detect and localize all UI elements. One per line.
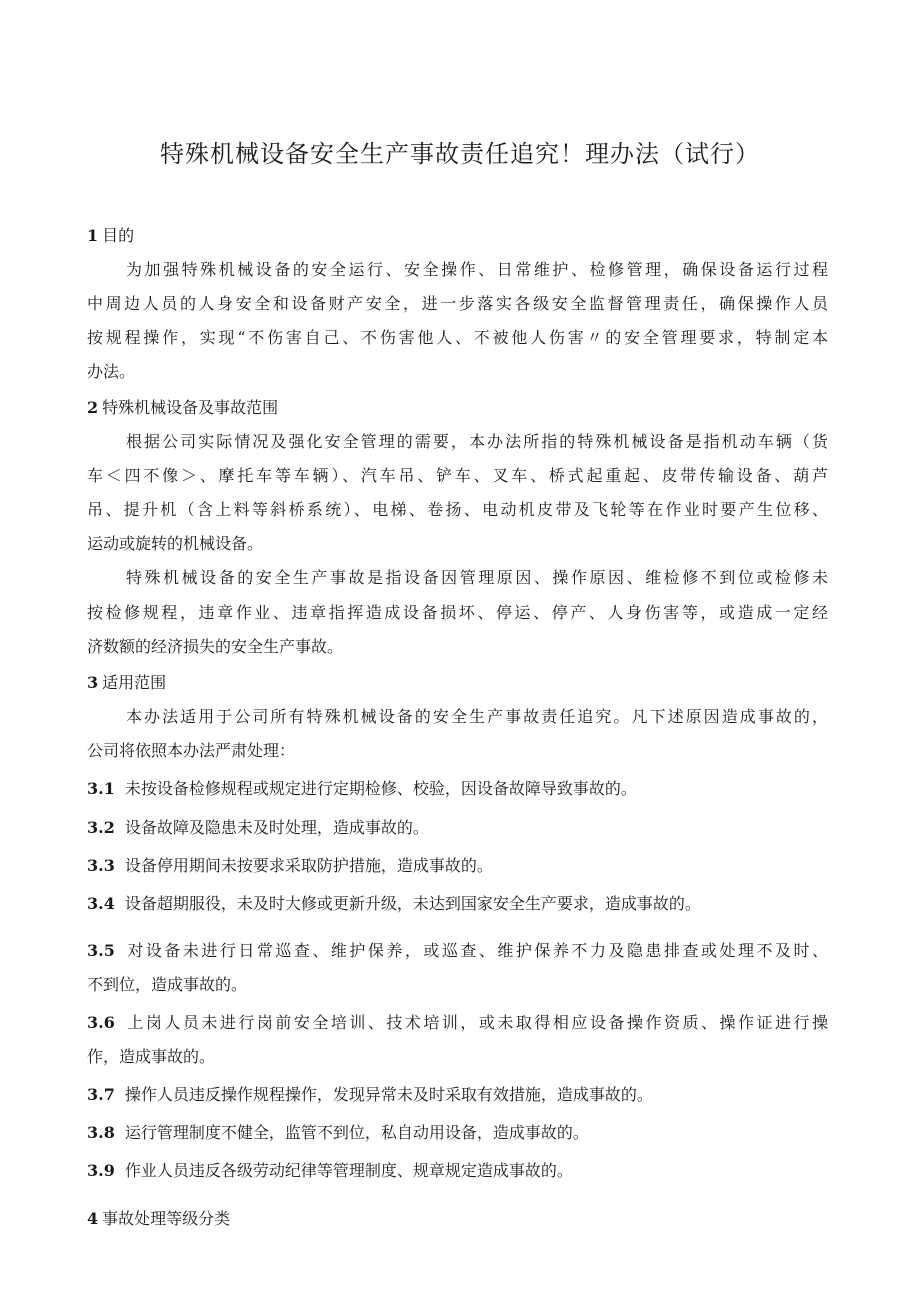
list-item-3-6 bbox=[87, 1012, 828, 1034]
item-number: 3.1 bbox=[87, 779, 115, 798]
list-item-3-1 bbox=[87, 778, 637, 800]
section-heading-4 bbox=[87, 1208, 230, 1230]
section-number: 3 bbox=[87, 673, 99, 692]
item-number: 3.6 bbox=[87, 1013, 115, 1032]
document-title: 特殊机械设备安全生产事故责任追究！理办法（试行） bbox=[160, 140, 760, 168]
paragraph-line: 特殊机械设备的安全生产事故是指设备因管理原因、操作原因、维检修不到位或检修未 bbox=[126, 568, 828, 587]
item-number: 3.3 bbox=[87, 856, 115, 875]
item-number: 3.5 bbox=[87, 941, 115, 960]
section-number: 1 bbox=[87, 226, 99, 245]
section-heading-3 bbox=[87, 672, 166, 694]
item-text: 操作人员违反操作规程操作，发现异常未及时采取有效措施，造成事故的。 bbox=[124, 1085, 653, 1104]
section-title: 适用范围 bbox=[102, 673, 167, 692]
item-number: 3.9 bbox=[87, 1161, 115, 1180]
list-item-3-3 bbox=[87, 855, 493, 877]
paragraph-line: 办法。 bbox=[87, 362, 136, 381]
list-item-3-9 bbox=[87, 1160, 573, 1182]
paragraph-line: 济数额的经济损失的安全生产事故。 bbox=[87, 637, 344, 656]
list-item-continuation: 作，造成事故的。 bbox=[87, 1047, 216, 1066]
paragraph-line: 按规程操作，实现“不伤害自己、不伤害他人、不被他人伤害〃的安全管理要求，特制定本 bbox=[87, 328, 828, 347]
item-number: 3.4 bbox=[87, 894, 115, 913]
paragraph-line: 中周边人员的人身安全和设备财产安全，进一步落实各级安全监督管理责任，确保操作人员 bbox=[87, 294, 828, 313]
item-text: 上岗人员未进行岗前安全培训、技术培训，或未取得相应设备操作资质、操作证进行操 bbox=[124, 1013, 828, 1032]
paragraph-line: 运动或旋转的机械设备。 bbox=[87, 534, 264, 553]
section-heading-1 bbox=[87, 225, 134, 247]
item-text: 设备超期服役，未及时大修或更新升级，未达到国家安全生产要求，造成事故的。 bbox=[124, 894, 701, 913]
item-text: 设备停用期间未按要求采取防护措施，造成事故的。 bbox=[124, 856, 493, 875]
item-text: 作业人员违反各级劳动纪律等管理制度、规章规定造成事故的。 bbox=[124, 1161, 573, 1180]
list-item-3-7 bbox=[87, 1084, 653, 1106]
paragraph-line: 公司将依照本办法严肃处理： bbox=[87, 741, 296, 760]
list-item-3-8 bbox=[87, 1122, 589, 1144]
section-title: 特殊机械设备及事故范围 bbox=[102, 398, 279, 417]
item-number: 3.7 bbox=[87, 1085, 115, 1104]
section-heading-2 bbox=[87, 397, 278, 419]
section-number: 4 bbox=[87, 1209, 99, 1228]
item-text: 对设备未进行日常巡查、维护保养，或巡查、维护保养不力及隐患排查或处理不及时、 bbox=[124, 941, 828, 960]
section-title: 目的 bbox=[102, 226, 135, 245]
item-number: 3.2 bbox=[87, 818, 115, 837]
list-item-3-4 bbox=[87, 893, 701, 915]
paragraph-line: 按检修规程，违章作业、违章指挥造成设备损坏、停运、停产、人身伤害等，或造成一定经 bbox=[87, 603, 828, 622]
item-text: 设备故障及隐患未及时处理，造成事故的。 bbox=[124, 818, 429, 837]
paragraph-line: 本办法适用于公司所有特殊机械设备的安全生产事故责任追究。凡下述原因造成事故的， bbox=[126, 707, 828, 726]
item-text: 未按设备检修规程或规定进行定期检修、校验，因设备故障导致事故的。 bbox=[124, 779, 637, 798]
item-text: 运行管理制度不健全，监管不到位，私自动用设备，造成事故的。 bbox=[124, 1123, 589, 1142]
list-item-3-2 bbox=[87, 817, 429, 839]
paragraph-line: 吊、提升机（含上料等斜桥系统）、电梯、卷扬、电动机皮带及飞轮等在作业时要产生位移、 bbox=[87, 500, 828, 519]
list-item-continuation: 不到位，造成事故的。 bbox=[87, 975, 248, 994]
list-item-3-5 bbox=[87, 940, 828, 962]
paragraph-line: 根据公司实际情况及强化安全管理的需要，本办法所指的特殊机械设备是指机动车辆（货 bbox=[126, 432, 828, 451]
item-number: 3.8 bbox=[87, 1123, 115, 1142]
paragraph-line: 为加强特殊机械设备的安全运行、安全操作、日常维护、检修管理，确保设备运行过程 bbox=[126, 260, 828, 279]
section-title: 事故处理等级分类 bbox=[102, 1209, 231, 1228]
section-number: 2 bbox=[87, 398, 99, 417]
paragraph-line: 车＜四不像＞、摩托车等车辆）、汽车吊、铲车、叉车、桥式起重起、皮带传输设备、葫芦 bbox=[87, 466, 828, 485]
